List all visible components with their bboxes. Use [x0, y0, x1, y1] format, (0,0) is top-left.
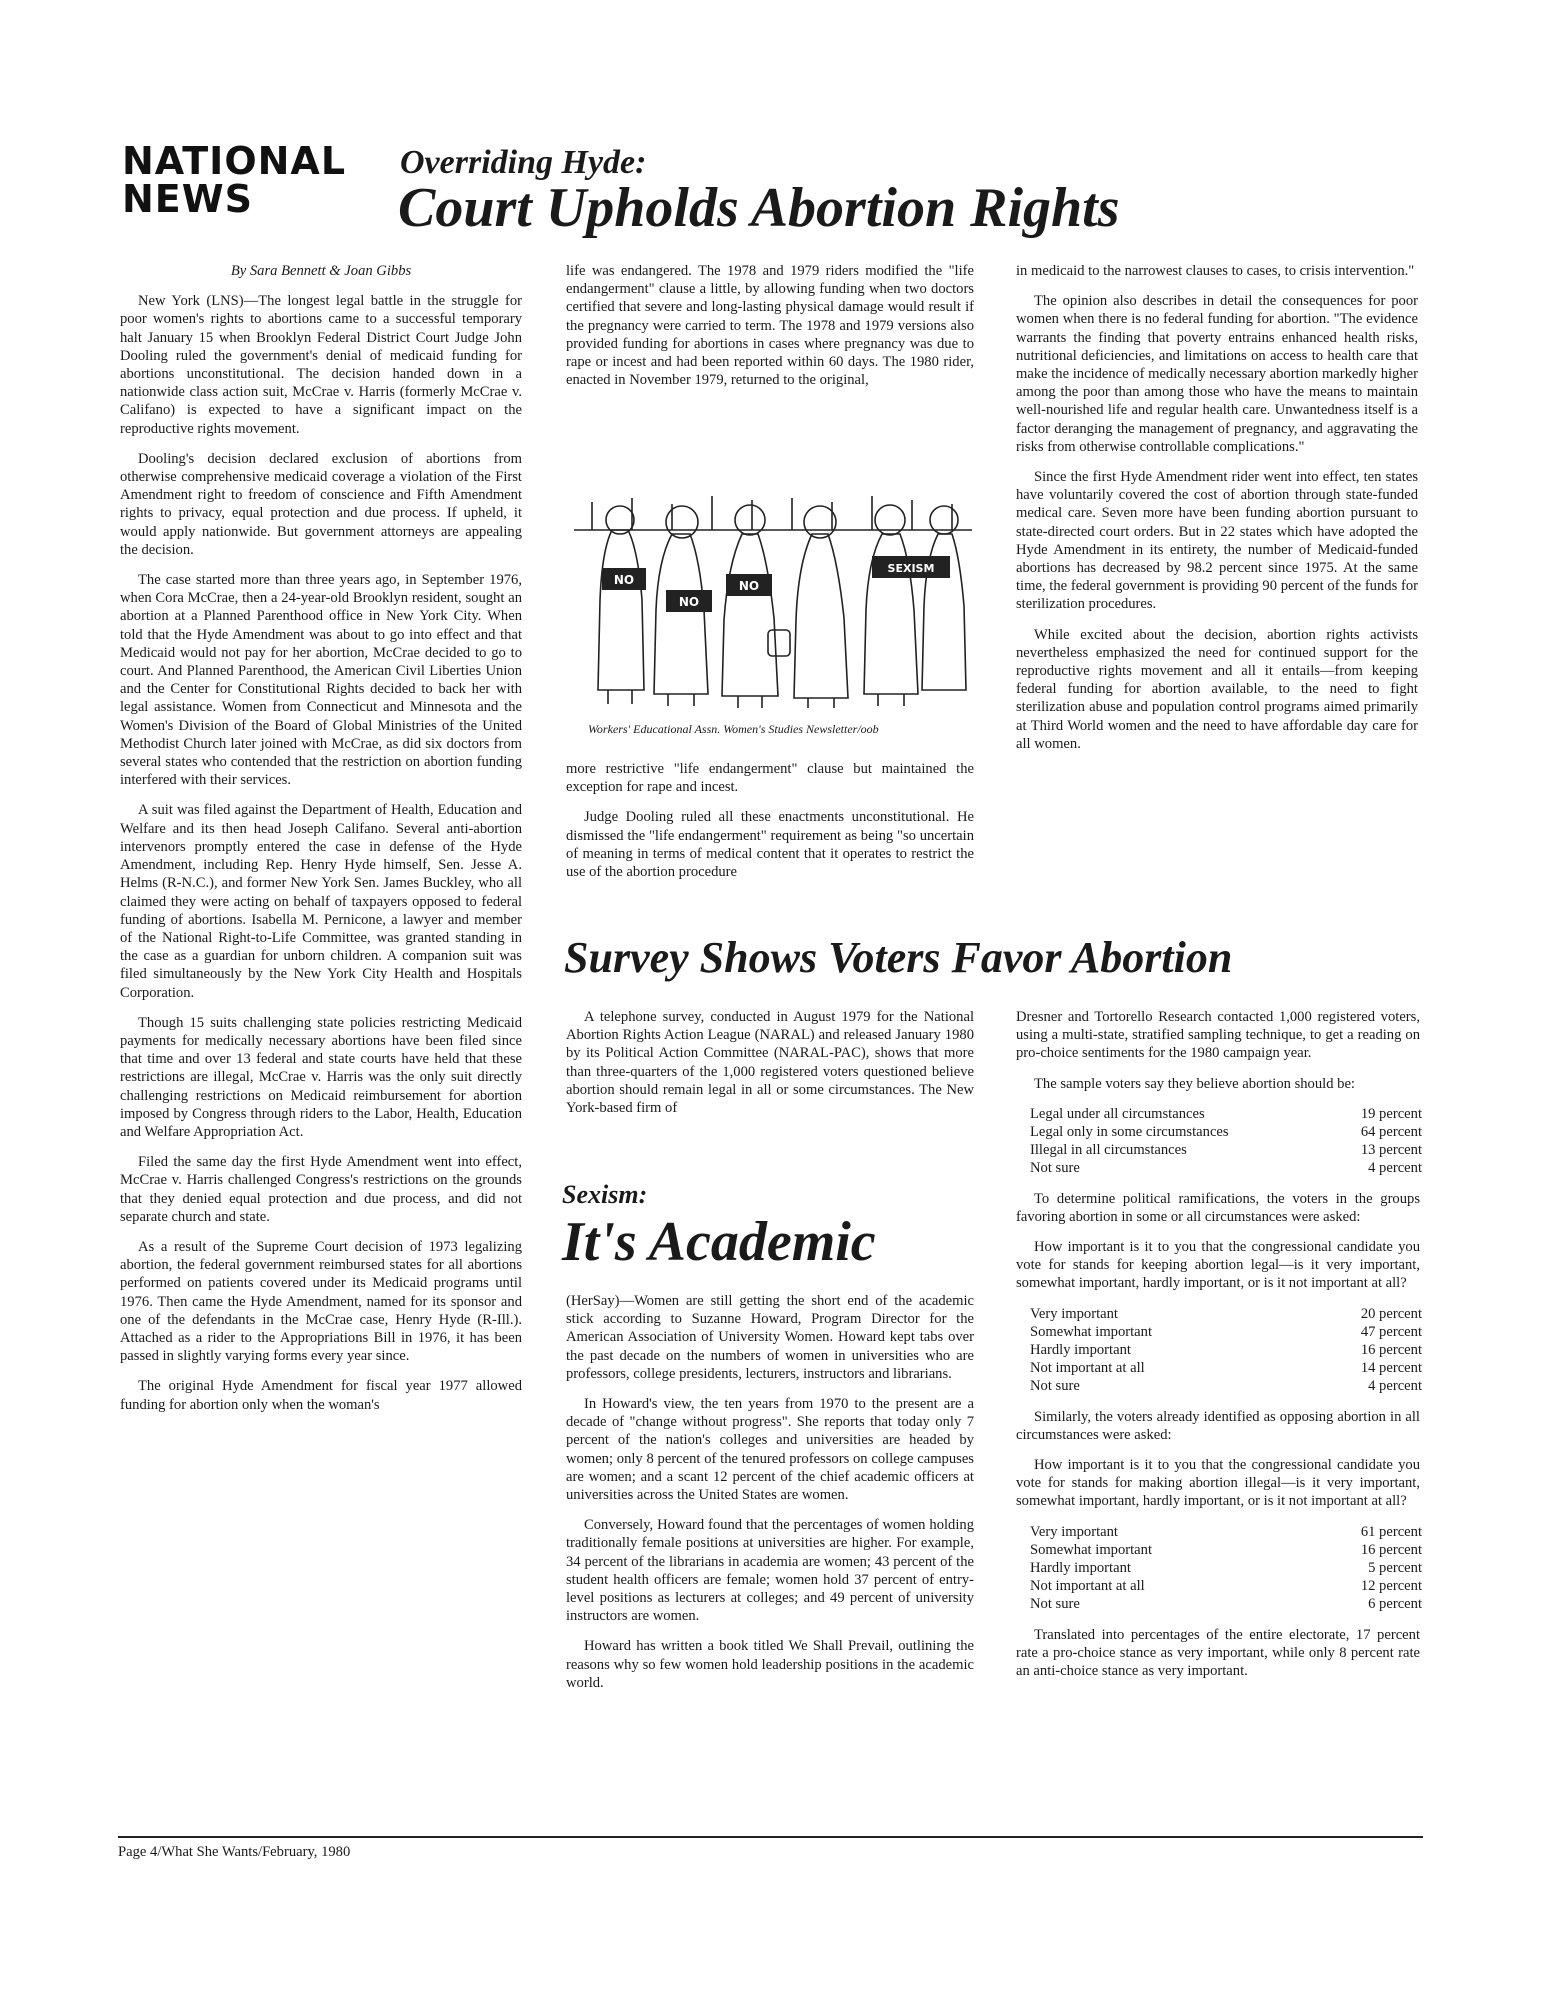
paragraph: The original Hyde Amendment for fiscal year 1977 allowed funding for abortion only when the woman's: [120, 1378, 522, 1413]
paragraph: The sample voters say they believe abortion should be:: [1034, 1075, 1355, 1092]
illustration-caption: Workers' Educational Assn. Women's Studies Newsletter/oob: [588, 722, 879, 736]
paragraph: Dooling's decision declared exclusion of abortions from otherwise comprehensive medicaid coverage a violation of the First Amendment right to freedom of conscience and Fifth Amendment rights to privacy, equal protection and due process. If upheld, it would apply nationwide. But government attorneys are appealing the decision.: [120, 450, 522, 558]
table-row: Hardly important 5 percent: [1030, 1560, 1422, 1577]
paragraph: How important is it to you that the congressional candidate you vote for stands for making abortion illegal—is it very important, somewhat important, hardly important, or is it not important at all?: [1016, 1457, 1420, 1510]
paragraph: life was endangered. The 1978 and 1979 riders modified the "life endangerment" clause a little, by allowing funding when two doctors certified that severe and long-lasting physical damage would result if the pregnancy were carried to term. The 1978 and 1979 versions also provided funding for abortions in cases where pregnancy was due to rape or incest and had been reported within 60 days. The 1980 rider, enacted in November 1979, returned to the original,: [566, 263, 974, 389]
sexism-kicker: Sexism:: [562, 1180, 648, 1209]
paragraph: A telephone survey, conducted in August 1979 for the National Abortion Rights Action League (NARAL) and released January 1980 by its Political Action Committee (NARAL-PAC), shows that more than three-quarters of the 1,000 registered voters questioned believe abortion should remain legal in all or some circumstances. The New York-based firm of: [566, 1009, 974, 1117]
paragraph: How important is it to you that the congressional candidate you vote for stands for keeping abortion legal—is it very important, somewhat important, hardly important, or is it not important at all?: [1016, 1239, 1420, 1292]
paragraph: The opinion also describes in detail the consequences for poor women when there is no federal funding for abortion. "The evidence warrants the finding that poverty entrains enhanced health risks, nutritional deficiencies, and limitations on access to health care that make the incidence of medically necessary abortion markedly higher among the poor than among those who have the means to maintain well-nourished life and regular health care. Unwantedness itself is a factor deranging the management of pregnancy, and aggravating the risks from otherwise controllable complications.": [1016, 293, 1418, 455]
article-column-2-top: [566, 262, 974, 401]
paragraph: Filed the same day the first Hyde Amendment went into effect, McCrae v. Harris challenged Congress's restrictions on the grounds that they denied equal protection and due process, and did not separate church and state.: [120, 1154, 522, 1225]
article-column-1: [120, 262, 522, 1426]
paragraph: more restrictive "life endangerment" clause but maintained the exception for rape and incest.: [566, 761, 974, 796]
section-masthead: [122, 139, 362, 221]
byline: By Sara Bennett & Joan Gibbs: [230, 263, 412, 279]
paragraph: To determine political ramifications, the voters in the groups favoring abortion in some or all circumstances were asked:: [1016, 1190, 1420, 1225]
masthead-line-1: NATIONAL: [122, 139, 347, 183]
paragraph: Howard has written a book titled We Shall Prevail, outlining the reasons why so few women hold leadership positions in the academic world.: [566, 1638, 974, 1691]
paragraph: A suit was filed against the Department of Health, Education and Welfare and its then head Joseph Califano. Several anti-abortion intervenors promptly entered the case in defense of the Hyde Amendment, including Rep. Henry Hyde himself, Sen. Jesse A. Helms (R-N.C.), and former New York Sen. James Buckley, who all claimed they were acting on behalf of taxpayers opposed to federal funding of abortions. Isabella M. Pernicone, a lawyer and member of the National Right-to-Life Committee, was granted standing in the case as a guardian for unborn children. A companion suit was filed simultaneously by the New York City Health and Hospitals Corporation.: [120, 802, 522, 1001]
table-row: Somewhat important 47 percent: [1030, 1323, 1422, 1340]
protest-illustration: [572, 490, 974, 712]
paragraph: Though 15 suits challenging state policies restricting Medicaid payments for medically necessary abortions have been filed since that time and over 13 federal and state courts have held that these restrictions are illegal, McCrae v. Harris was the only suit directly challenging restrictions on Medicaid reimbursement for abortion imposed by Congress through riders to the Labor, Health, Education and Welfare Appropriation Act.: [120, 1014, 522, 1140]
survey-column-1: [566, 1008, 974, 1129]
survey-headline: Survey Shows Voters Favor Abortion: [564, 933, 1233, 982]
table-row: Not sure 6 percent: [1030, 1596, 1422, 1613]
masthead-line-2: NEWS: [122, 177, 254, 221]
footer-rule: [118, 1836, 1423, 1838]
stats-table-1: [1030, 1105, 1422, 1178]
stats-table-3: [1030, 1523, 1422, 1614]
paragraph: (HerSay)—Women are still getting the short end of the academic stick according to Suzanne Howard, Program Director for the American Association of University Women. Howard kept tabs over the past decade on the numbers of women in universities who are professors, college presidents, lecturers, instructors and librarians.: [566, 1293, 974, 1382]
table-row: Very important 20 percent: [1030, 1305, 1422, 1322]
paragraph: While excited about the decision, abortion rights activists nevertheless emphasized the need for continued support for the reproductive rights movement and all it entails—from keeping federal funding for abortion available, to the need to fight sterilization abuse and population control programs aimed primarily at Third World women and the need to have affordable day care for all women.: [1016, 626, 1418, 752]
paragraph: Dresner and Tortorello Research contacted 1,000 registered voters, using a multi-state, stratified sampling technique, to get a reading on pro-choice sentiments for the 1980 campaign year.: [1016, 1009, 1420, 1062]
article-column-2-bottom: [566, 760, 974, 893]
academic-article: [566, 1292, 974, 1704]
table-row: Somewhat important 16 percent: [1030, 1541, 1422, 1558]
main-headline: Court Upholds Abortion Rights: [398, 177, 1120, 239]
sign-text: NO: [678, 595, 700, 609]
table-row: Not important at all 14 percent: [1030, 1360, 1422, 1377]
sign-text: NO: [738, 579, 760, 593]
paragraph: in medicaid to the narrowest clauses to cases, to crisis intervention.": [1016, 263, 1415, 279]
table-row: Not sure 4 percent: [1030, 1378, 1422, 1395]
sign-text: SEXISM: [887, 562, 935, 575]
paragraph: Conversely, Howard found that the percentages of women holding traditionally female positions at universities are higher. For example, 34 percent of the librarians in academia are women; 43 percent of the student health officers are female; women hold 37 percent of entry-level positions as lecturers at colleges; and 49 percent of university instructors are women.: [566, 1517, 974, 1625]
paragraph: Since the first Hyde Amendment rider went into effect, ten states have voluntarily covered the cost of abortion through state-funded medical care. Seven more have been funding abortion pursuant to state-directed court orders. But in 22 states which have adopted the Hyde Amendment in its entirety, the number of Medicaid-funded abortions has decreased by 98.2 percent since 1975. At the same time, the federal government is providing 90 percent of the funds for sterilization procedures.: [1016, 469, 1418, 613]
table-row: Not sure 4 percent: [1030, 1160, 1422, 1177]
paragraph: Similarly, the voters already identified as opposing abortion in all circumstances were asked:: [1016, 1408, 1420, 1443]
paragraph: New York (LNS)—The longest legal battle in the struggle for poor women's rights to abortions came to a successful temporary halt January 15 when Brooklyn Federal District Court Judge John Dooling ruled the government's denial of medicaid funding for abortions unconstitutional. The decision handed down in a nationwide class action suit, McCrae v. Harris (formerly McCrae v. Califano) is expected to have a significant impact on the reproductive rights movement.: [120, 293, 522, 437]
page-footer: Page 4/What She Wants/February, 1980: [118, 1844, 351, 1860]
survey-column-2: [1016, 1008, 1420, 1692]
table-row: Legal only in some circumstances 64 percent: [1030, 1124, 1422, 1141]
academic-headline: It's Academic: [562, 1211, 876, 1273]
stats-table-2: [1030, 1305, 1422, 1396]
paragraph: In Howard's view, the ten years from 1970 to the present are a decade of "change without progress". She reports that today only 7 percent of the nation's colleges and universities are headed by women; only 8 percent of the tenured professors on college campuses are women; and a scant 12 percent of the chief academic officers at universities across the United States are women.: [566, 1396, 974, 1504]
table-row: Legal under all circumstances 19 percent: [1030, 1105, 1422, 1122]
paragraph: Judge Dooling ruled all these enactments unconstitutional. He dismissed the "life endangerment" requirement as being "so uncertain of meaning in terms of medical content that it operates to restrict the use of the abortion procedure: [566, 809, 974, 881]
table-row: Illegal in all circumstances 13 percent: [1030, 1142, 1422, 1159]
table-row: Not important at all 12 percent: [1030, 1578, 1422, 1595]
article-column-3: [1016, 262, 1418, 765]
table-row: Hardly important 16 percent: [1030, 1342, 1422, 1359]
headline-kicker: Overriding Hyde:: [400, 144, 647, 181]
paragraph: Translated into percentages of the entire electorate, 17 percent rate a pro-choice stance as very important, while only 8 percent rate an anti-choice stance as very important.: [1016, 1626, 1420, 1680]
paragraph: As a result of the Supreme Court decision of 1973 legalizing abortion, the federal government reimbursed states for all abortions performed on patients covered under its Medicaid programs until 1976. Then came the Hyde Amendment, named for its sponsor and one of the defendants in the McCrae case, Henry Hyde (R-Ill.). Attached as a rider to the Appropriations Bill in 1976, it has been passed in slightly varying forms every year since.: [120, 1238, 522, 1365]
sign-text: NO: [613, 573, 635, 587]
paragraph: The case started more than three years ago, in September 1976, when Cora McCrae, then a 24-year-old Brooklyn resident, sought an abortion at a Planned Parenthood office in New York City. When told that the Hyde Amendment was about to go into effect and that Medicaid would not pay for her abortion, McCrae decided to go to court. And Planned Parenthood, the American Civil Liberties Union and the Center for Constitutional Rights decided to back her with legal assistance. Women from Connecticut and Minnesota and the Women's Division of the Board of Global Ministries of the United Methodist Church later joined with McCrae, as did six doctors from several states who contended that the restriction on abortion funding interfered with their services.: [120, 572, 522, 789]
table-row: Very important 61 percent: [1030, 1523, 1422, 1540]
